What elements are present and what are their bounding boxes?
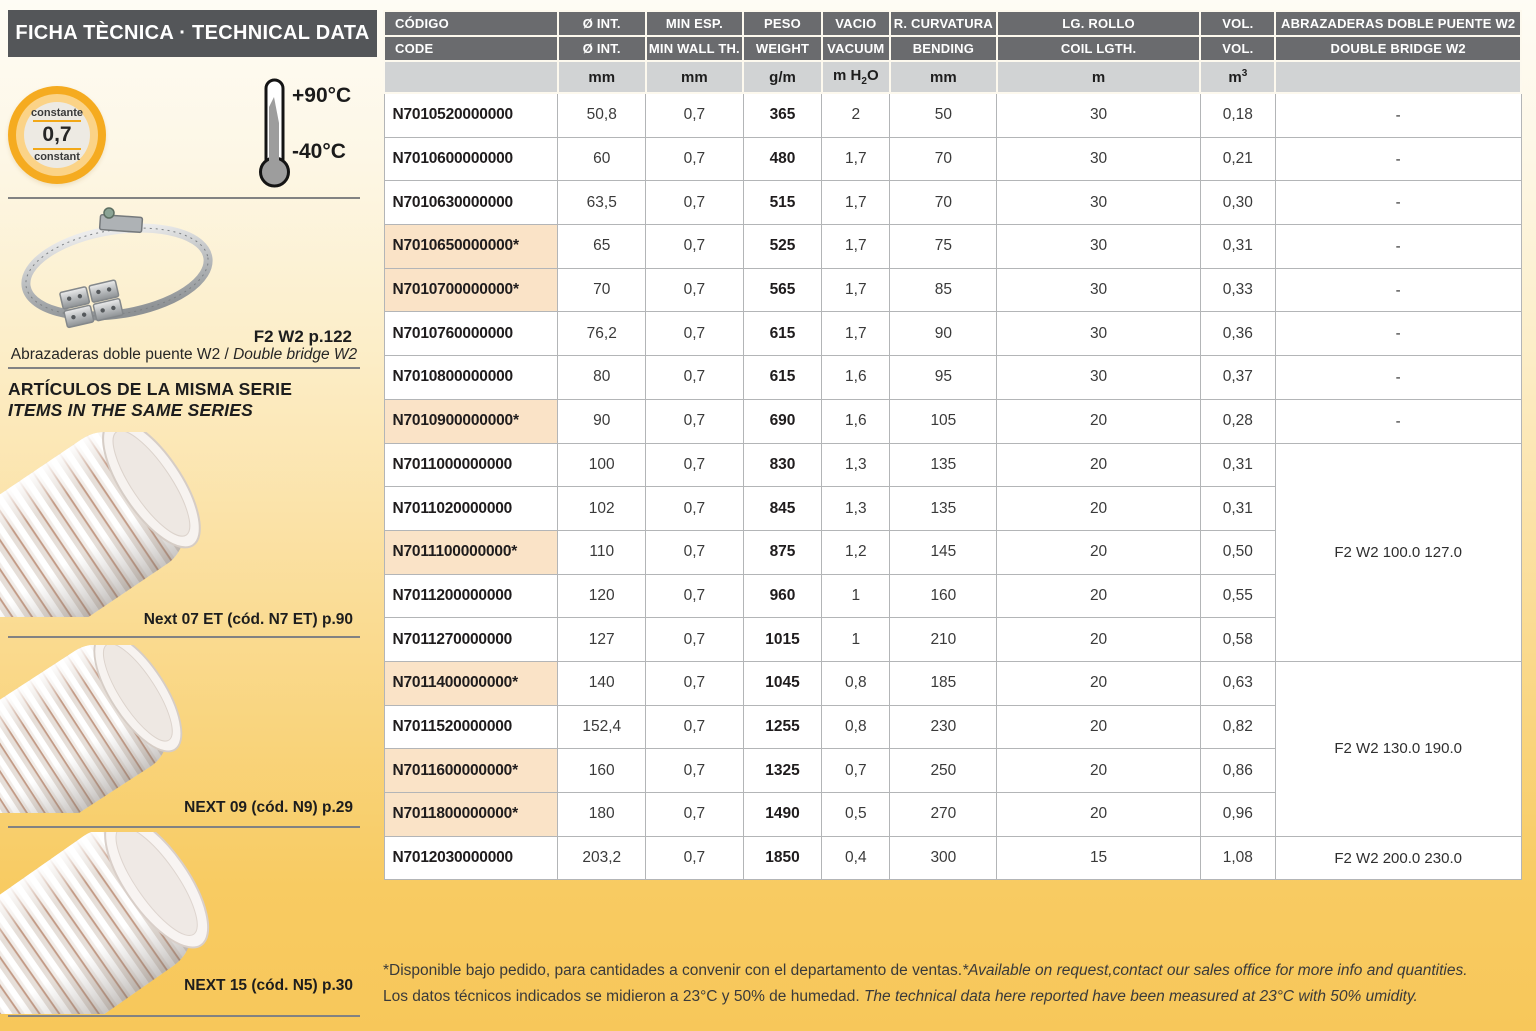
cell-rollo: 30 [997, 225, 1201, 269]
cell-oint: 203,2 [558, 836, 646, 880]
cell-oint: 120 [558, 574, 646, 618]
cell-vacio: 1,7 [822, 181, 890, 225]
cell-code: N7010800000000 [384, 356, 558, 400]
spec-table-container [383, 10, 1522, 880]
cell-vacio: 2 [822, 93, 890, 137]
cell-minesp: 0,7 [646, 225, 744, 269]
series-item-label: NEXT 09 (cód. N9) p.29 [184, 799, 353, 816]
cell-vacio: 1,7 [822, 268, 890, 312]
cell-oint: 60 [558, 137, 646, 181]
cell-oint: 110 [558, 530, 646, 574]
table-row [384, 181, 1521, 225]
cell-rollo: 20 [997, 487, 1201, 531]
clamp-caption [8, 346, 360, 364]
cell-abrazaderas: - [1275, 181, 1521, 225]
cell-rollo: 30 [997, 312, 1201, 356]
table-row [384, 399, 1521, 443]
unit-empty [384, 61, 558, 93]
cell-vacio: 0,5 [822, 793, 890, 837]
cell-peso: 1325 [743, 749, 821, 793]
cell-minesp: 0,7 [646, 661, 744, 705]
cell-peso: 690 [743, 399, 821, 443]
cell-oint: 127 [558, 618, 646, 662]
unit-vol-sup: 3 [1241, 68, 1248, 79]
cell-rollo: 20 [997, 749, 1201, 793]
cell-curv: 300 [890, 836, 997, 880]
footnote-2-es: Los datos técnicos indicados se midieron a 23°C y 50% de humedad. [383, 988, 864, 1005]
clamp-caption-es: Abrazaderas doble puente W2 / [10, 346, 234, 363]
table-row [384, 93, 1521, 137]
series-heading-es: ARTÍCULOS DE LA MISMA SERIE [8, 379, 293, 399]
cell-code: N7011520000000 [384, 705, 558, 749]
cell-peso: 1015 [743, 618, 821, 662]
cell-oint: 65 [558, 225, 646, 269]
cell-vacio: 1,3 [822, 487, 890, 531]
cell-vol: 0,86 [1200, 749, 1275, 793]
cell-oint: 100 [558, 443, 646, 487]
unit-abrazaderas [1275, 61, 1521, 93]
unit-vacio [822, 61, 890, 93]
cell-code: N7012030000000 [384, 836, 558, 880]
cell-rollo: 30 [997, 181, 1201, 225]
cell-curv: 85 [890, 268, 997, 312]
cell-vol: 0,96 [1200, 793, 1275, 837]
cell-curv: 185 [890, 661, 997, 705]
cell-peso: 1255 [743, 705, 821, 749]
cell-vol: 0,82 [1200, 705, 1275, 749]
cell-abrazaderas-group: F2 W2 100.0 127.0 [1275, 443, 1521, 661]
badge-divider [33, 120, 81, 122]
cell-peso: 960 [743, 574, 821, 618]
cell-vol: 0,37 [1200, 356, 1275, 400]
cell-curv: 230 [890, 705, 997, 749]
cell-code: N7010760000000 [384, 312, 558, 356]
cell-minesp: 0,7 [646, 399, 744, 443]
cell-code: N7011100000000* [384, 530, 558, 574]
table-row [384, 661, 1521, 705]
cell-rollo: 20 [997, 661, 1201, 705]
temp-max-label: +90°C [292, 84, 352, 107]
col-header-oint-en: Ø INT. [558, 36, 646, 61]
cell-code: N7010520000000 [384, 93, 558, 137]
badge-label-en: constant [34, 151, 80, 164]
cell-vacio: 1,6 [822, 356, 890, 400]
cell-vacio: 0,8 [822, 705, 890, 749]
cell-curv: 70 [890, 181, 997, 225]
cell-abrazaderas: - [1275, 399, 1521, 443]
cell-curv: 250 [890, 749, 997, 793]
cell-vacio: 0,8 [822, 661, 890, 705]
cell-oint: 152,4 [558, 705, 646, 749]
divider [8, 197, 360, 199]
col-header-rollo: LG. ROLLO [997, 11, 1201, 36]
cell-curv: 135 [890, 443, 997, 487]
series-item-label: Next 07 ET (cód. N7 ET) p.90 [143, 611, 353, 628]
unit-minesp: mm [646, 61, 744, 93]
cell-rollo: 20 [997, 574, 1201, 618]
cell-minesp: 0,7 [646, 574, 744, 618]
cell-rollo: 30 [997, 268, 1201, 312]
hose-image-next07 [0, 432, 213, 617]
cell-rollo: 20 [997, 443, 1201, 487]
footnote-line-1 [383, 958, 1533, 984]
unit-vol-pre: m [1228, 69, 1242, 86]
cell-minesp: 0,7 [646, 793, 744, 837]
cell-oint: 102 [558, 487, 646, 531]
cell-code: N7010700000000* [384, 268, 558, 312]
cell-peso: 875 [743, 530, 821, 574]
cell-vol: 0,55 [1200, 574, 1275, 618]
cell-oint: 90 [558, 399, 646, 443]
footnotes [383, 958, 1533, 1010]
temp-min-label: -40°C [292, 140, 346, 163]
divider [8, 826, 360, 828]
unit-rollo: m [997, 61, 1201, 93]
cell-vol: 0,31 [1200, 443, 1275, 487]
col-header-bending: BENDING [890, 36, 997, 61]
unit-oint: mm [558, 61, 646, 93]
cell-code: N7010900000000* [384, 399, 558, 443]
cell-code: N7011020000000 [384, 487, 558, 531]
col-header-code: CODE [384, 36, 558, 61]
unit-vol [1200, 61, 1275, 93]
series-item-label: NEXT 15 (cód. N5) p.30 [184, 977, 353, 994]
col-header-weight: WEIGHT [743, 36, 821, 61]
cell-peso: 845 [743, 487, 821, 531]
clamp-caption-en: Double bridge W2 [233, 346, 358, 363]
cell-abrazaderas-group: F2 W2 130.0 190.0 [1275, 661, 1521, 836]
cell-abrazaderas: - [1275, 268, 1521, 312]
cell-minesp: 0,7 [646, 443, 744, 487]
cell-rollo: 20 [997, 705, 1201, 749]
col-header-vacio: VACIO [822, 11, 890, 36]
cell-minesp: 0,7 [646, 749, 744, 793]
table-row [384, 268, 1521, 312]
cell-minesp: 0,7 [646, 268, 744, 312]
table-row [384, 356, 1521, 400]
cell-vacio: 0,4 [822, 836, 890, 880]
col-header-abrazaderas: ABRAZADERAS DOBLE PUENTE W2 [1275, 11, 1521, 36]
cell-abrazaderas: - [1275, 312, 1521, 356]
cell-peso: 480 [743, 137, 821, 181]
col-header-oint: Ø INT. [558, 11, 646, 36]
col-header-minwall: MIN WALL TH. [646, 36, 744, 61]
cell-code: N7011800000000* [384, 793, 558, 837]
cell-vol: 0,36 [1200, 312, 1275, 356]
table-row [384, 312, 1521, 356]
cell-rollo: 20 [997, 530, 1201, 574]
cell-curv: 50 [890, 93, 997, 137]
table-row [384, 225, 1521, 269]
cell-vacio: 1,3 [822, 443, 890, 487]
col-header-vol-en: VOL. [1200, 36, 1275, 61]
cell-rollo: 30 [997, 356, 1201, 400]
cell-oint: 80 [558, 356, 646, 400]
cell-vol: 0,28 [1200, 399, 1275, 443]
cell-minesp: 0,7 [646, 705, 744, 749]
series-heading-en: ITEMS IN THE SAME SERIES [8, 400, 253, 420]
unit-peso: g/m [743, 61, 821, 93]
cell-oint: 76,2 [558, 312, 646, 356]
cell-curv: 75 [890, 225, 997, 269]
cell-vacio: 1,7 [822, 225, 890, 269]
cell-curv: 90 [890, 312, 997, 356]
header-row-en [384, 36, 1521, 61]
cell-curv: 160 [890, 574, 997, 618]
col-header-peso: PESO [743, 11, 821, 36]
spec-table [383, 10, 1522, 880]
cell-code: N7011270000000 [384, 618, 558, 662]
cell-vol: 0,58 [1200, 618, 1275, 662]
cell-oint: 140 [558, 661, 646, 705]
page-title-bar [8, 10, 377, 57]
cell-oint: 70 [558, 268, 646, 312]
cell-code: N7010650000000* [384, 225, 558, 269]
cell-peso: 1850 [743, 836, 821, 880]
clamp-page-ref: F2 W2 p.122 [253, 327, 352, 346]
cell-peso: 1490 [743, 793, 821, 837]
cell-vol: 1,08 [1200, 836, 1275, 880]
cell-minesp: 0,7 [646, 487, 744, 531]
cell-rollo: 15 [997, 836, 1201, 880]
cell-oint: 160 [558, 749, 646, 793]
col-header-curvatura: R. CURVATURA [890, 11, 997, 36]
cell-code: N7010630000000 [384, 181, 558, 225]
col-header-minesp: MIN ESP. [646, 11, 744, 36]
cell-vacio: 1,2 [822, 530, 890, 574]
cell-rollo: 30 [997, 93, 1201, 137]
cell-oint: 63,5 [558, 181, 646, 225]
unit-vacio-post: O [866, 67, 879, 84]
cell-abrazaderas: - [1275, 93, 1521, 137]
badge-label-es: constante [31, 106, 83, 119]
cell-minesp: 0,7 [646, 356, 744, 400]
cell-rollo: 20 [997, 399, 1201, 443]
divider [8, 1015, 360, 1017]
cell-vol: 0,33 [1200, 268, 1275, 312]
footnote-line-2 [383, 984, 1533, 1010]
footnote-1-es: *Disponible bajo pedido, para cantidades a convenir con el departamento de ventas. [383, 962, 963, 979]
badge-value: 0,7 [42, 122, 72, 146]
cell-peso: 365 [743, 93, 821, 137]
col-header-vol: VOL. [1200, 11, 1275, 36]
table-row [384, 137, 1521, 181]
cell-vacio: 1 [822, 574, 890, 618]
cell-oint: 180 [558, 793, 646, 837]
unit-vacio-pre: m H [833, 67, 862, 84]
cell-peso: 615 [743, 356, 821, 400]
table-row [384, 443, 1521, 487]
col-header-codigo: CÓDIGO [384, 11, 558, 36]
cell-peso: 1045 [743, 661, 821, 705]
badge-face [24, 102, 90, 168]
cell-curv: 210 [890, 618, 997, 662]
cell-code: N7011400000000* [384, 661, 558, 705]
cell-vol: 0,30 [1200, 181, 1275, 225]
page-title: FICHA TÈCNICA · TECHNICAL DATA [15, 22, 370, 44]
cell-curv: 270 [890, 793, 997, 837]
cell-curv: 95 [890, 356, 997, 400]
cell-code: N7010600000000 [384, 137, 558, 181]
constant-factor-badge [8, 86, 106, 184]
col-header-vacuum: VACUUM [822, 36, 890, 61]
cell-peso: 565 [743, 268, 821, 312]
unit-curv: mm [890, 61, 997, 93]
cell-vacio: 1,7 [822, 137, 890, 181]
cell-abrazaderas: - [1275, 356, 1521, 400]
cell-peso: 515 [743, 181, 821, 225]
divider [8, 367, 360, 369]
cell-oint: 50,8 [558, 93, 646, 137]
cell-curv: 135 [890, 487, 997, 531]
cell-rollo: 30 [997, 137, 1201, 181]
footnote-1-en: *Available on request,contact our sales office for more info and quantities. [962, 962, 1468, 979]
cell-rollo: 20 [997, 793, 1201, 837]
cell-vacio: 0,7 [822, 749, 890, 793]
footnote-2-en: The technical data here reported have been measured at 23°C with 50% umidity. [863, 988, 1418, 1005]
cell-vol: 0,21 [1200, 137, 1275, 181]
cell-minesp: 0,7 [646, 137, 744, 181]
cell-peso: 830 [743, 443, 821, 487]
cell-minesp: 0,7 [646, 93, 744, 137]
cell-code: N7011600000000* [384, 749, 558, 793]
cell-vacio: 1 [822, 618, 890, 662]
cell-vol: 0,18 [1200, 93, 1275, 137]
col-header-coil: COIL LGTH. [997, 36, 1201, 61]
badge-divider [33, 148, 81, 150]
cell-minesp: 0,7 [646, 836, 744, 880]
cell-curv: 145 [890, 530, 997, 574]
cell-abrazaderas: - [1275, 137, 1521, 181]
cell-minesp: 0,7 [646, 312, 744, 356]
cell-peso: 525 [743, 225, 821, 269]
cell-vol: 0,50 [1200, 530, 1275, 574]
cell-peso: 615 [743, 312, 821, 356]
cell-minesp: 0,7 [646, 181, 744, 225]
clamp-image [12, 204, 227, 332]
cell-vol: 0,31 [1200, 487, 1275, 531]
cell-curv: 70 [890, 137, 997, 181]
badge-ring [16, 94, 98, 176]
cell-vacio: 1,6 [822, 399, 890, 443]
hose-image-next09 [0, 645, 199, 813]
header-row-es [384, 11, 1521, 36]
cell-curv: 105 [890, 399, 997, 443]
cell-code: N7011200000000 [384, 574, 558, 618]
cell-vol: 0,31 [1200, 225, 1275, 269]
units-row [384, 61, 1521, 93]
cell-code: N7011000000000 [384, 443, 558, 487]
cell-vol: 0,63 [1200, 661, 1275, 705]
cell-minesp: 0,7 [646, 530, 744, 574]
table-row [384, 836, 1521, 880]
cell-abrazaderas: F2 W2 200.0 230.0 [1275, 836, 1521, 880]
unit-vacio-sub: 2 [861, 76, 867, 87]
col-header-doublebridge: DOUBLE BRIDGE W2 [1275, 36, 1521, 61]
cell-minesp: 0,7 [646, 618, 744, 662]
cell-vacio: 1,7 [822, 312, 890, 356]
cell-rollo: 20 [997, 618, 1201, 662]
divider [8, 636, 360, 638]
cell-abrazaderas: - [1275, 225, 1521, 269]
